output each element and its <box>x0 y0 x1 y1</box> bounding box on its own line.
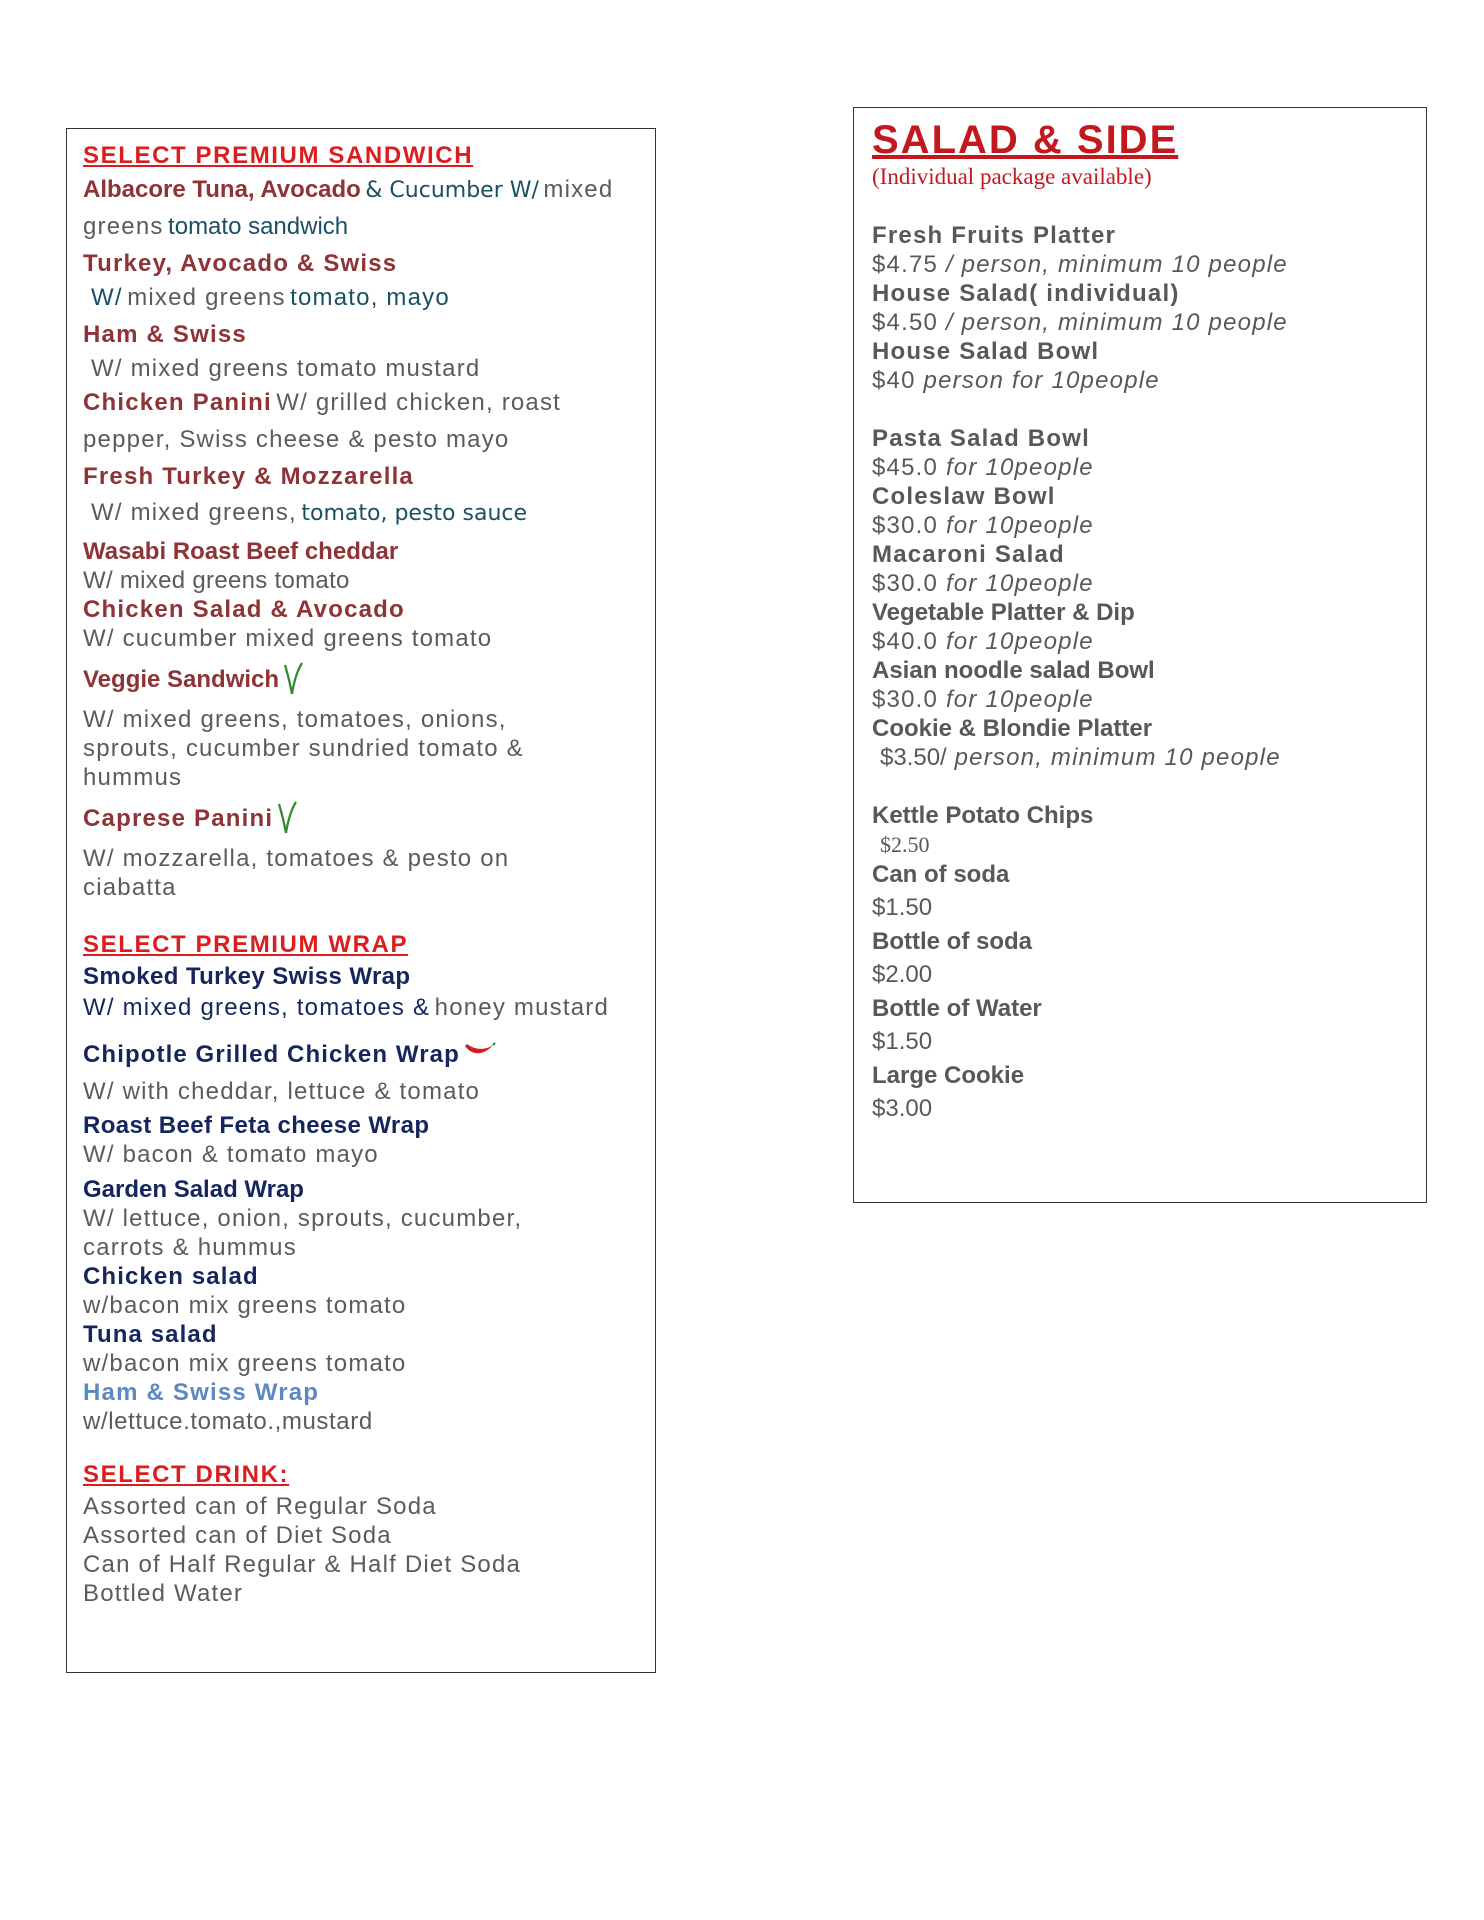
menu-item <box>872 337 1408 395</box>
menu-item <box>872 714 1408 772</box>
menu-item <box>83 386 639 460</box>
item-desc: W/ grilled chicken, roast pepper, Swiss cheese & pesto mayo <box>83 389 562 453</box>
menu-item <box>83 962 639 1028</box>
item-price: $40 <box>872 367 916 394</box>
menu-item <box>872 927 1408 994</box>
item-name: Tuna salad <box>83 1321 218 1348</box>
menu-item <box>872 540 1408 598</box>
item-desc: tomato, mayo <box>290 284 450 311</box>
item-name: Ham & Swiss Wrap <box>83 1379 320 1406</box>
item-price: $2.50 <box>880 832 930 857</box>
item-desc: W/ mixed greens, tomatoes & <box>83 994 431 1021</box>
item-name: Chicken Salad & Avocado <box>83 596 405 623</box>
menu-item <box>83 661 639 792</box>
package-note: (Individual package available) <box>872 164 1152 189</box>
menu-item <box>872 1061 1408 1128</box>
item-name: House Salad Bowl <box>872 338 1100 365</box>
item-price: $3.50/ <box>880 744 947 771</box>
item-price: $3.00 <box>872 1095 933 1122</box>
menu-item <box>83 173 639 247</box>
menu-item <box>83 318 639 386</box>
item-desc: W/ cucumber mixed greens tomato <box>83 625 493 652</box>
item-name: Chipotle Grilled Chicken Wrap <box>83 1041 460 1068</box>
item-name: House Salad( individual) <box>872 280 1180 307</box>
drink-header: SELECT DRINK: <box>83 1461 290 1488</box>
item-desc: W/ mixed greens, <box>91 499 297 526</box>
item-name: Cookie & Blondie Platter <box>872 715 1153 742</box>
drink-item: Can of Half Regular & Half Diet Soda <box>83 1551 522 1578</box>
menu-item <box>83 1320 639 1378</box>
menu-item <box>83 1262 639 1320</box>
item-price: $1.50 <box>872 1028 933 1055</box>
item-desc: W/ mixed greens tomato mustard <box>91 355 481 382</box>
item-name: Fresh Turkey & Mozzarella <box>83 463 414 490</box>
item-name: Bottle of soda <box>872 928 1032 955</box>
menu-item <box>872 424 1408 482</box>
drink-item: Assorted can of Regular Soda <box>83 1493 437 1520</box>
item-name: Albacore Tuna, Avocado <box>83 176 361 203</box>
item-desc: W/ mixed greens, tomatoes, onions, sprouts, cucumber sundried tomato & hummus <box>83 706 524 791</box>
item-name: Can of soda <box>872 861 1010 888</box>
item-name: Caprese Panini <box>83 805 274 833</box>
menu-item <box>872 656 1408 714</box>
item-price: $30.0 <box>872 686 939 713</box>
item-name: Chicken salad <box>83 1263 259 1290</box>
item-unit: for 10people <box>945 454 1094 481</box>
item-unit: person for 10people <box>923 367 1160 394</box>
item-desc: w/bacon mix greens tomato <box>83 1292 407 1319</box>
item-desc: W/ mixed greens tomato <box>83 567 350 594</box>
chili-pepper-icon <box>464 1041 496 1075</box>
item-name: Turkey, Avocado & Swiss <box>83 250 398 277</box>
leaf-icon <box>278 800 298 844</box>
sandwich-wrap-drink-panel <box>66 128 656 1673</box>
item-unit: / person, minimum 10 people <box>945 251 1288 278</box>
item-price: $40.0 <box>872 628 939 655</box>
item-name: Chicken Panini <box>83 389 272 416</box>
item-name: Garden Salad Wrap <box>83 1176 304 1203</box>
item-unit: / person, minimum 10 people <box>945 309 1288 336</box>
menu-item <box>872 482 1408 540</box>
item-price: $30.0 <box>872 570 939 597</box>
menu-item <box>83 595 639 653</box>
item-desc: W/ lettuce, onion, sprouts, cucumber, carrots & hummus <box>83 1205 523 1261</box>
item-price: $45.0 <box>872 454 939 481</box>
item-desc: W/ <box>91 284 123 311</box>
item-name: Asian noodle salad Bowl <box>872 657 1155 684</box>
item-desc: w/bacon mix greens tomato <box>83 1350 407 1377</box>
item-name: Kettle Potato Chips <box>872 802 1094 829</box>
item-name: Wasabi Roast Beef cheddar <box>83 538 399 565</box>
item-name: Macaroni Salad <box>872 541 1065 568</box>
item-name: Bottle of Water <box>872 995 1042 1022</box>
salad-side-header: SALAD & SIDE <box>872 118 1179 162</box>
item-name: Vegetable Platter & Dip <box>872 599 1135 626</box>
leaf-icon <box>284 661 304 705</box>
menu-item <box>872 598 1408 656</box>
item-desc: W/ mozzarella, tomatoes & pesto on ciabatta <box>83 845 510 901</box>
drink-item: Assorted can of Diet Soda <box>83 1522 392 1549</box>
item-unit: person, minimum 10 people <box>954 744 1281 771</box>
menu-item <box>872 279 1408 337</box>
item-desc: W/ bacon & tomato mayo <box>83 1141 379 1168</box>
item-price: $4.50 <box>872 309 939 336</box>
menu-item <box>83 1038 639 1109</box>
item-name: Pasta Salad Bowl <box>872 425 1090 452</box>
item-desc: honey mustard <box>434 994 610 1021</box>
item-name: Smoked Turkey Swiss Wrap <box>83 963 411 990</box>
menu-item <box>83 1111 639 1169</box>
item-price: $2.00 <box>872 961 933 988</box>
menu-item <box>83 247 639 318</box>
menu-item <box>83 537 639 595</box>
item-desc: tomato sandwich <box>168 213 349 240</box>
menu-item <box>83 460 639 535</box>
item-unit: for 10people <box>945 686 1094 713</box>
salad-side-panel <box>853 107 1427 1203</box>
item-desc: w/lettuce.tomato.,mustard <box>83 1408 373 1435</box>
item-price: $4.75 <box>872 251 939 278</box>
menu-item <box>83 1378 639 1436</box>
item-name: Coleslaw Bowl <box>872 483 1056 510</box>
premium-sandwich-header: SELECT PREMIUM SANDWICH <box>83 142 474 169</box>
menu-item <box>872 801 1408 860</box>
item-desc: mixed greens <box>83 176 614 240</box>
premium-wrap-header: SELECT PREMIUM WRAP <box>83 931 409 958</box>
item-name: Ham & Swiss <box>83 321 247 348</box>
item-unit: for 10people <box>945 512 1094 539</box>
item-unit: for 10people <box>945 570 1094 597</box>
menu-item <box>872 221 1408 279</box>
menu-item <box>872 860 1408 927</box>
item-desc: mixed greens <box>127 284 286 311</box>
menu-item <box>83 800 639 902</box>
menu-item <box>83 1175 639 1262</box>
item-name: Fresh Fruits Platter <box>872 222 1117 249</box>
item-desc: tomato, pesto sauce <box>301 501 528 526</box>
item-price: $1.50 <box>872 894 933 921</box>
item-name: Roast Beef Feta cheese Wrap <box>83 1112 430 1139</box>
menu-item <box>872 994 1408 1061</box>
item-name: Large Cookie <box>872 1062 1025 1089</box>
item-name: Veggie Sandwich <box>83 666 280 694</box>
item-desc: W/ with cheddar, lettuce & tomato <box>83 1078 481 1105</box>
item-desc: & Cucumber W/ <box>365 178 539 203</box>
drink-item: Bottled Water <box>83 1580 244 1607</box>
item-price: $30.0 <box>872 512 939 539</box>
item-unit: for 10people <box>945 628 1094 655</box>
